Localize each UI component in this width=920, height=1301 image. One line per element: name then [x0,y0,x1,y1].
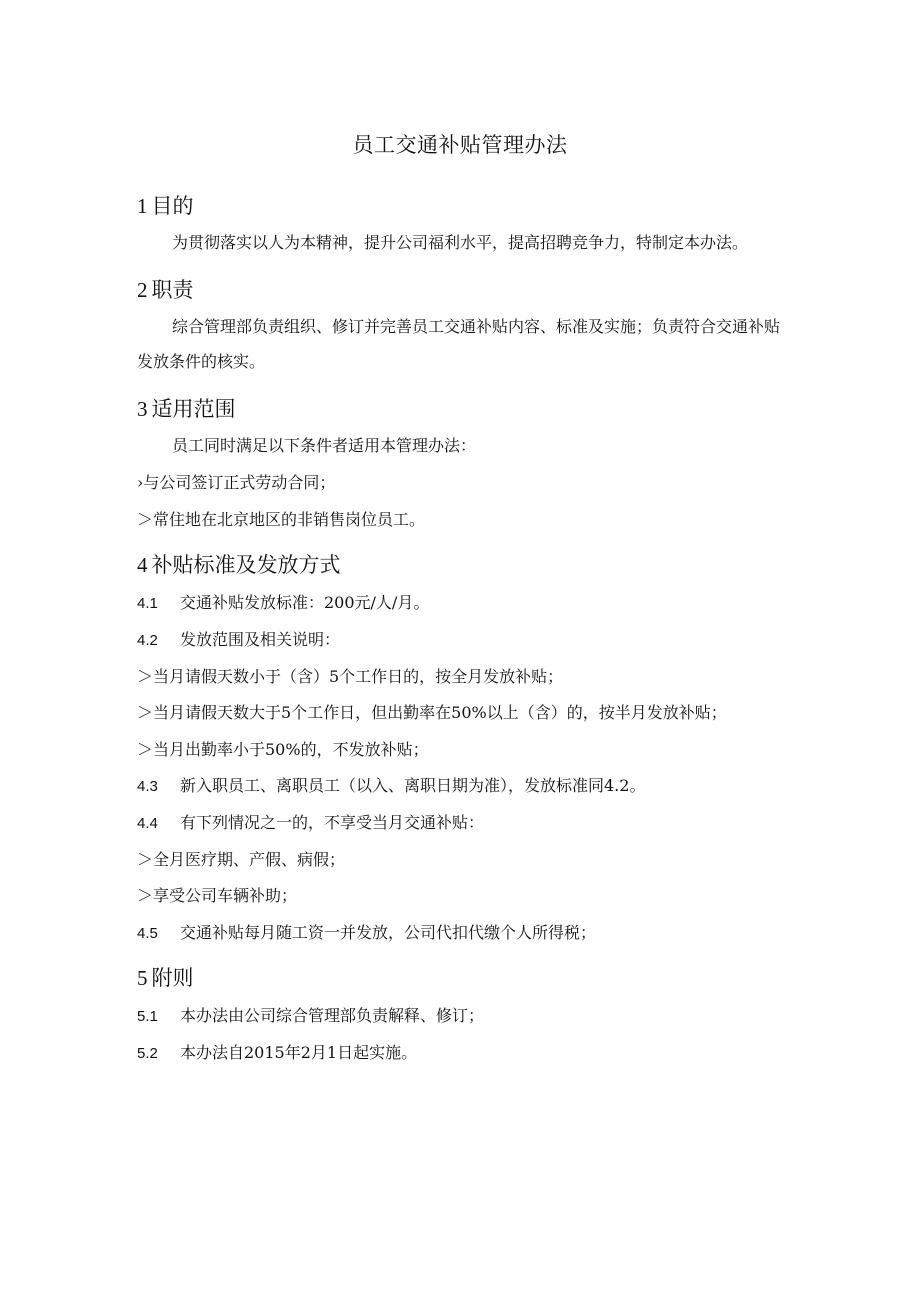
clause-4-4-case-2: ＞享受公司车辆补助； [137,886,298,905]
clause-text: 有下列情况之一的，不享受当月交通补贴： [180,813,485,832]
section-number: 3 [137,397,148,421]
section-2-paragraph-line-1: 综合管理部负责组织、修订并完善员工交通补贴内容、标准及实施；负责符合交通补贴 [172,317,781,336]
clause-4-2 [137,631,827,649]
section-heading-1 [137,192,194,220]
section-number: 4 [137,553,148,577]
clause-text: 交通补贴发放标准：200元/人/月。 [180,593,430,612]
section-heading-2 [137,276,194,304]
section-number: 1 [137,194,148,218]
clause-text: 交通补贴每月随工资一并发放，公司代扣代缴个人所得税； [180,923,597,942]
clause-4-4 [137,814,827,832]
section-3-condition-2: ＞常住地在北京地区的非销售岗位员工。 [137,510,426,529]
section-title: 适用范围 [151,397,236,421]
section-title: 补贴标准及发放方式 [151,553,341,577]
section-number: 2 [137,278,148,302]
clause-text: 新入职员工、离职员工（以入、离职日期为准），发放标准同4.2。 [180,776,646,795]
section-heading-4 [137,551,341,579]
clause-4-2-rule-2: ＞当月请假天数大于5个工作日，但出勤率在50%以上（含）的，按半月发放补贴； [137,703,727,722]
clause-4-3 [137,777,827,795]
clause-4-4-case-1: ＞全月医疗期、产假、病假； [137,850,346,869]
clause-number: 4.3 [137,778,158,795]
section-2-paragraph-line-2: 发放条件的核实。 [137,352,266,371]
clause-4-5 [137,924,827,942]
section-1-paragraph: 为贯彻落实以人为本精神，提升公司福利水平，提高招聘竞争力，特制定本办法。 [172,233,749,252]
section-heading-3 [137,395,236,423]
clause-4-2-rule-3: ＞当月出勤率小于50%的，不发放补贴； [137,740,429,759]
clause-number: 4.2 [137,632,158,649]
clause-text: 发放范围及相关说明： [180,630,341,649]
clause-5-1 [137,1007,827,1025]
section-title: 职责 [151,278,194,302]
clause-text: 本办法由公司综合管理部负责解释、修订； [180,1006,485,1025]
clause-number: 4.5 [137,925,158,942]
clause-5-2 [137,1044,827,1062]
clause-number: 4.4 [137,815,158,832]
clause-number: 4.1 [137,595,158,612]
clause-number: 5.1 [137,1008,158,1025]
section-3-intro: 员工同时满足以下条件者适用本管理办法： [172,436,477,455]
section-3-condition-1: ›与公司签订正式劳动合同； [137,473,336,492]
section-heading-5 [137,964,194,992]
section-title: 目的 [151,194,194,218]
clause-4-2-rule-1: ＞当月请假天数小于（含）5个工作日的，按全月发放补贴； [137,667,564,686]
section-title: 附则 [151,966,194,990]
clause-4-1 [137,594,827,612]
clause-text: 本办法自2015年2月1日起实施。 [180,1043,418,1062]
clause-number: 5.2 [137,1045,158,1062]
section-number: 5 [137,966,148,990]
document-title: 员工交通补贴管理办法 [352,133,568,157]
